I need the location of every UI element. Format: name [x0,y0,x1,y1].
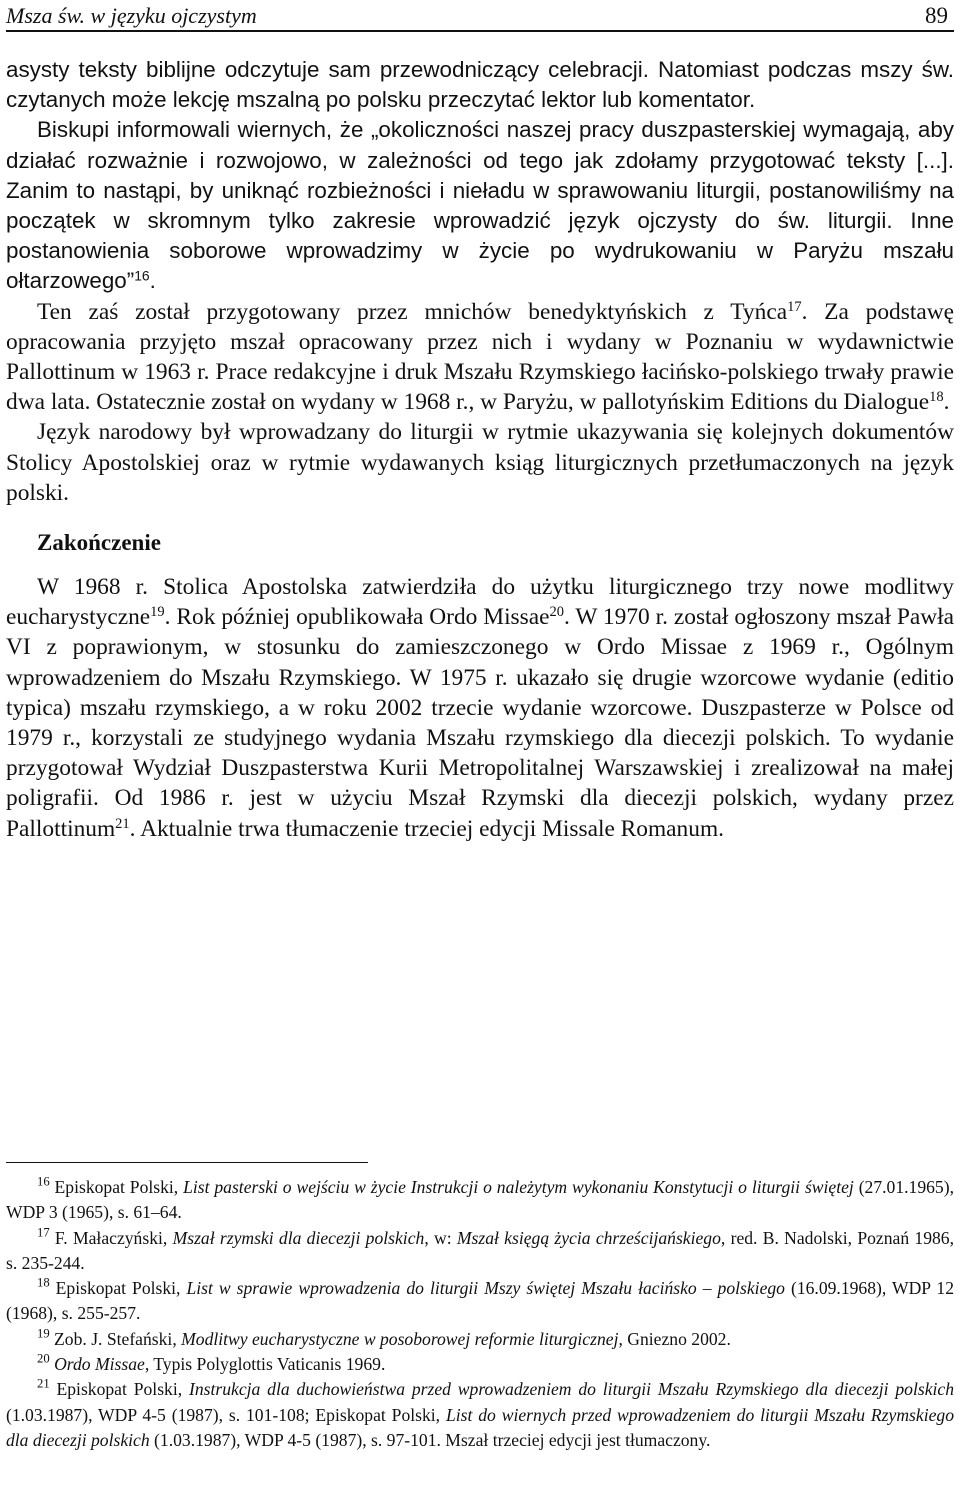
footnote-ref-19: 19 [150,604,165,621]
footnote-20 [6,1352,954,1377]
running-header [6,0,954,32]
paragraph-5-part-b: . Rok później opublikowała Ordo Missae [164,604,550,631]
footnote-text: (1.03.1987), WDP 4-5 (1987), s. 101-108; Episkopat Polski, [6,1404,446,1425]
footnote-ref-20: 20 [549,604,565,621]
footnote-text: , Gniezno 2002. [618,1328,731,1349]
footnote-title: Instrukcja dla duchowieństwa przed wprowadzeniem do liturgii Mszału Rzymskiego dla diecezji polskich [188,1379,954,1400]
footnote-text: , w: [424,1227,457,1248]
paragraph-5-part-c: . W 1970 r. został ogłoszony mszał Pawła VI z poprawionym, w stosunku do zamieszczonego w Ordo Missae z 1969 r., Ogólnym wprowadzeniem do Mszału Rzymskiego. W 1975 r. ukazało się drugie wzorcowe wydanie (editio typica) mszału rzymskiego, a w roku 2002 trzecie wydanie wzorcowe. Duszpasterze w Polsce od 1979 r., korzystali ze studyjnego wydania Mszału rzymskiego dla diecezji polskich. To wydanie przygotował Wydział Duszpasterstwa Kurii Metropolitalnej Warszawskiej i zrealizował na małej poligrafii. Od 1986 r. jest w użyciu Mszał Rzymski dla diecezji polskich, wydany przez Pallottinum [6,604,955,842]
footnote-ref-17: 17 [787,298,802,315]
footnote-ref-21: 21 [115,815,130,832]
footnote-number: 17 [37,1225,50,1239]
paragraph-4-text: Język narodowy był wprowadzany do liturgii w rytmie ukazywania się kolejnych dokumentów Stolicy Apostolskiej oraz w rytmie wydawanych ksiąg liturgicznych przetłumaczonych na język polski. [6,419,954,506]
paragraph-2-end: . [149,268,156,294]
footnote-separator [6,1162,368,1163]
paragraph-5 [6,572,954,844]
footnote-text: , Typis Polyglottis Vaticanis 1969. [144,1354,386,1375]
footnotes [6,1175,954,1453]
paragraph-4 [6,417,954,508]
paragraph-5-end: . Aktualnie trwa tłumaczenie trzeciej edycji Missale Romanum. [129,815,724,842]
footnote-17 [6,1226,954,1277]
footnote-number: 21 [37,1376,50,1391]
footnote-text: , red. B. Nadolski, Poznań 1986, s. 235-244. [6,1227,954,1273]
footnote-title: Mszał księgą życia chrześcijańskiego [456,1227,721,1248]
footnote-text: Episkopat Polski, [49,1278,187,1299]
footnote-text: (16.09.1968), WDP 12 (1968), s. 255-257. [6,1278,955,1324]
footnote-title: List do wiernych przed wprowadzeniem do liturgii Mszału Rzymskiego dla diecezji polskich [6,1404,954,1450]
paragraph-2 [6,115,954,296]
footnote-21 [6,1377,954,1453]
footnote-18 [6,1276,954,1327]
paragraph-1-text: asysty teksty biblijne odczytuje sam przewodniczący celebracji. Natomiast podczas mszy św. czytanych może lekcję mszalną po polsku przeczytać lektor lub komentator. [6,57,954,113]
running-title: Msza św. w języku ojczystym [6,3,257,28]
paragraph-3 [6,297,954,418]
footnote-text: (27.01.1965), WDP 3 (1965), s. 61–64. [6,1177,954,1223]
paragraph-3-middle: . Za podstawę opracowania przyjęto mszał opracowany przez nich i wydany w Poznaniu w wydawnictwie Pallottinum w 1963 r. Prace redakcyjne i druk Mszału Rzymskiego łacińsko-polskiego trwały prawie dwa lata. Ostatecznie został on wydany w 1968 r., w Paryżu, w pallotyńskim Editions du Dialogue [6,298,954,416]
footnote-title: List pasterski o wejściu w życie Instrukcji o należytym wykonaniu Konstytucji o liturgii świętej [183,1177,854,1197]
footnote-title: Mszał rzymski dla diecezji polskich [172,1227,425,1248]
paragraph-5-text: W 1968 r. Stolica Apostolska zatwierdziła do użytku liturgicznego trzy nowe modlitwy eucharystyczne [6,574,954,631]
paragraph-3-end: . [943,389,950,416]
paragraph-1 [6,55,954,115]
footnote-title: Modlitwy eucharystyczne w posoborowej reformie liturgicznej [181,1328,619,1349]
footnote-number: 19 [37,1326,50,1341]
footnote-number: 20 [37,1351,50,1366]
footnote-number: 16 [37,1174,50,1189]
body-text [6,55,954,844]
footnote-title: List w sprawie wprowadzenia do liturgii Mszy świętej Mszału łacińsko – polskiego [186,1278,785,1299]
footnote-number: 18 [37,1275,50,1290]
footnote-text: (1.03.1987), WDP 4-5 (1987), s. 97-101. Mszał trzeciej edycji jest tłumaczony. [149,1429,711,1450]
footnote-16 [6,1175,954,1226]
paragraph-3-text: Ten zaś został przygotowany przez mnichów benedyktyńskich z Tyńca [37,298,788,325]
footnote-text: Episkopat Polski, [49,1379,189,1400]
footnote-text: Zob. J. Stefański, [49,1328,182,1349]
footnote-ref-16: 16 [134,267,150,284]
footnote-ref-18: 18 [929,389,944,406]
footnote-text: Episkopat Polski, [49,1177,184,1197]
page-number: 89 [925,3,948,28]
footnote-text: F. Małaczyński, [49,1227,173,1248]
section-heading: Zakończenie [37,530,161,556]
paragraph-2-text: Biskupi informowali wiernych, że „okoliczności naszej pracy duszpasterskiej wymagają, aby działać rozważnie i rozwojowo, w zależności od tego jak zdołamy przygotować teksty [...]. Zanim to nastąpi, by uniknąć rozbieżności i nieładu w sprawowaniu liturgii, postanowiliśmy na początek w skromnym tylko zakresie wprowadzić język ojczysty do św. liturgii. Inne postanowienia soborowe wprowadzimy w życie po wydrukowaniu w Paryżu mszału ołtarzowego” [6,117,954,294]
footnote-title: Ordo Missae [54,1354,145,1375]
footnote-19 [6,1327,954,1352]
